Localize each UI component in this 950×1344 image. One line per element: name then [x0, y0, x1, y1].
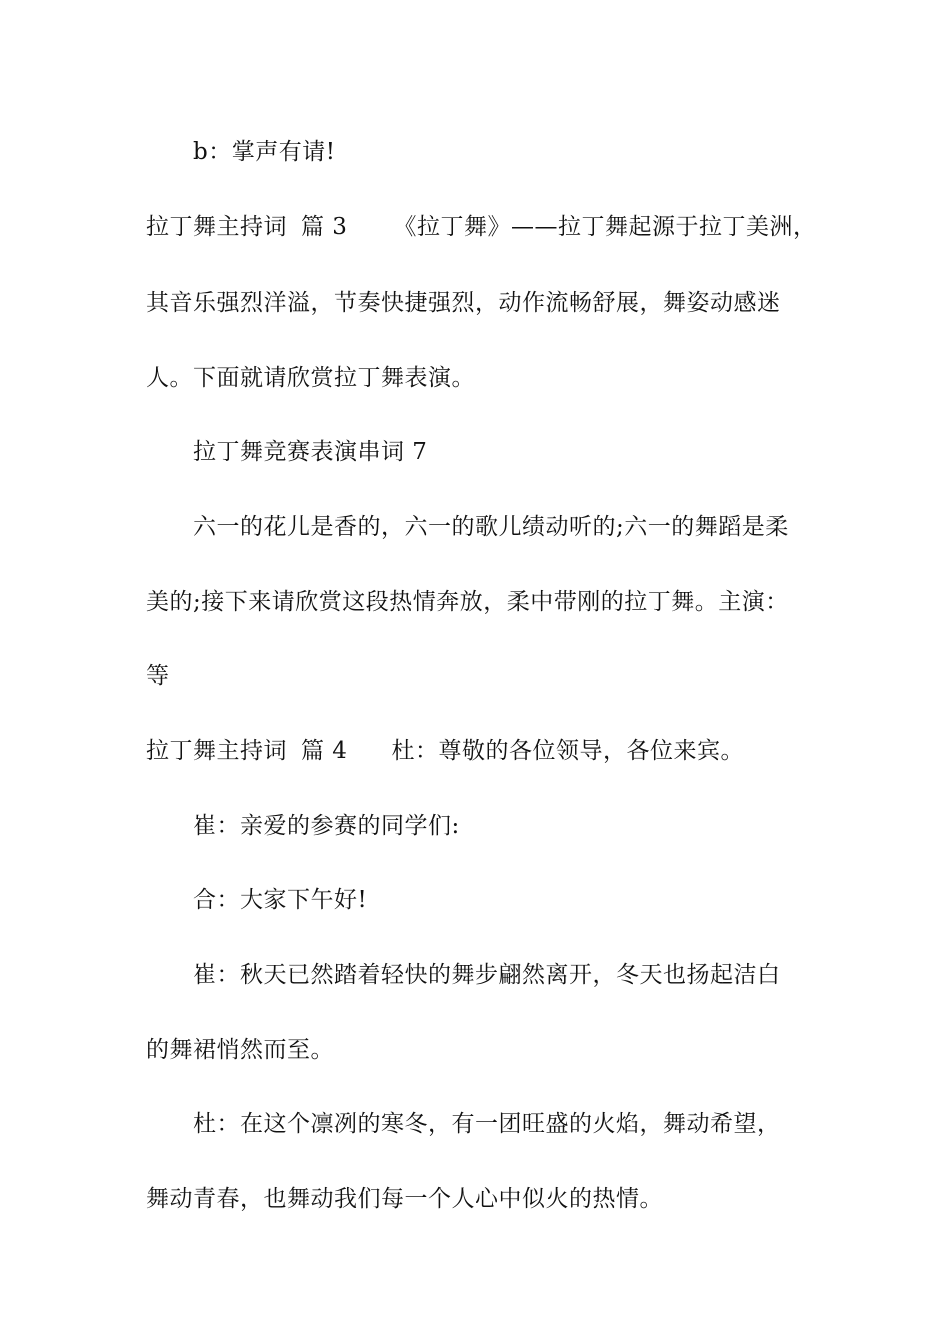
section-heading-line: [146, 736, 744, 766]
paragraph-line: 合：大家下午好!: [193, 887, 368, 913]
paragraph-line: 其音乐强烈洋溢，节奏快捷强烈，动作流畅舒展，舞姿动感迷: [146, 290, 781, 316]
section-number: 篇 4: [301, 738, 348, 764]
paragraph-line: 崔：秋天已然踏着轻快的舞步翩然离开，冬天也扬起洁白: [193, 962, 781, 988]
section-heading-line: [146, 212, 816, 242]
paragraph-line: 美的;接下来请欣赏这段热情奔放，柔中带刚的拉丁舞。主演：: [146, 589, 789, 615]
paragraph-line: 的舞裙悄然而至。: [146, 1037, 334, 1063]
paragraph-line: 等: [146, 663, 170, 689]
paragraph-line: 舞动青春，也舞动我们每一个人心中似火的热情。: [146, 1186, 663, 1212]
paragraph-text: 杜：尊敬的各位领导，各位来宾。: [391, 738, 744, 764]
subheading-line: 拉丁舞竞赛表演串词 7: [193, 439, 428, 465]
section-title: 拉丁舞主持词: [146, 738, 287, 764]
paragraph-text: 《拉丁舞》——拉丁舞起源于拉丁美洲，: [393, 214, 817, 240]
paragraph-line: 崔：亲爱的参赛的同学们:: [193, 813, 460, 839]
paragraph-line: 杜：在这个凛冽的寒冬，有一团旺盛的火焰，舞动希望，: [193, 1111, 781, 1137]
section-title: 拉丁舞主持词: [146, 214, 287, 240]
paragraph-line: b：掌声有请!: [193, 139, 336, 165]
paragraph-line: 六一的花儿是香的，六一的歌儿绩动听的;六一的舞蹈是柔: [193, 514, 789, 540]
section-number: 篇 3: [301, 214, 348, 240]
paragraph-line: 人。下面就请欣赏拉丁舞表演。: [146, 365, 475, 391]
